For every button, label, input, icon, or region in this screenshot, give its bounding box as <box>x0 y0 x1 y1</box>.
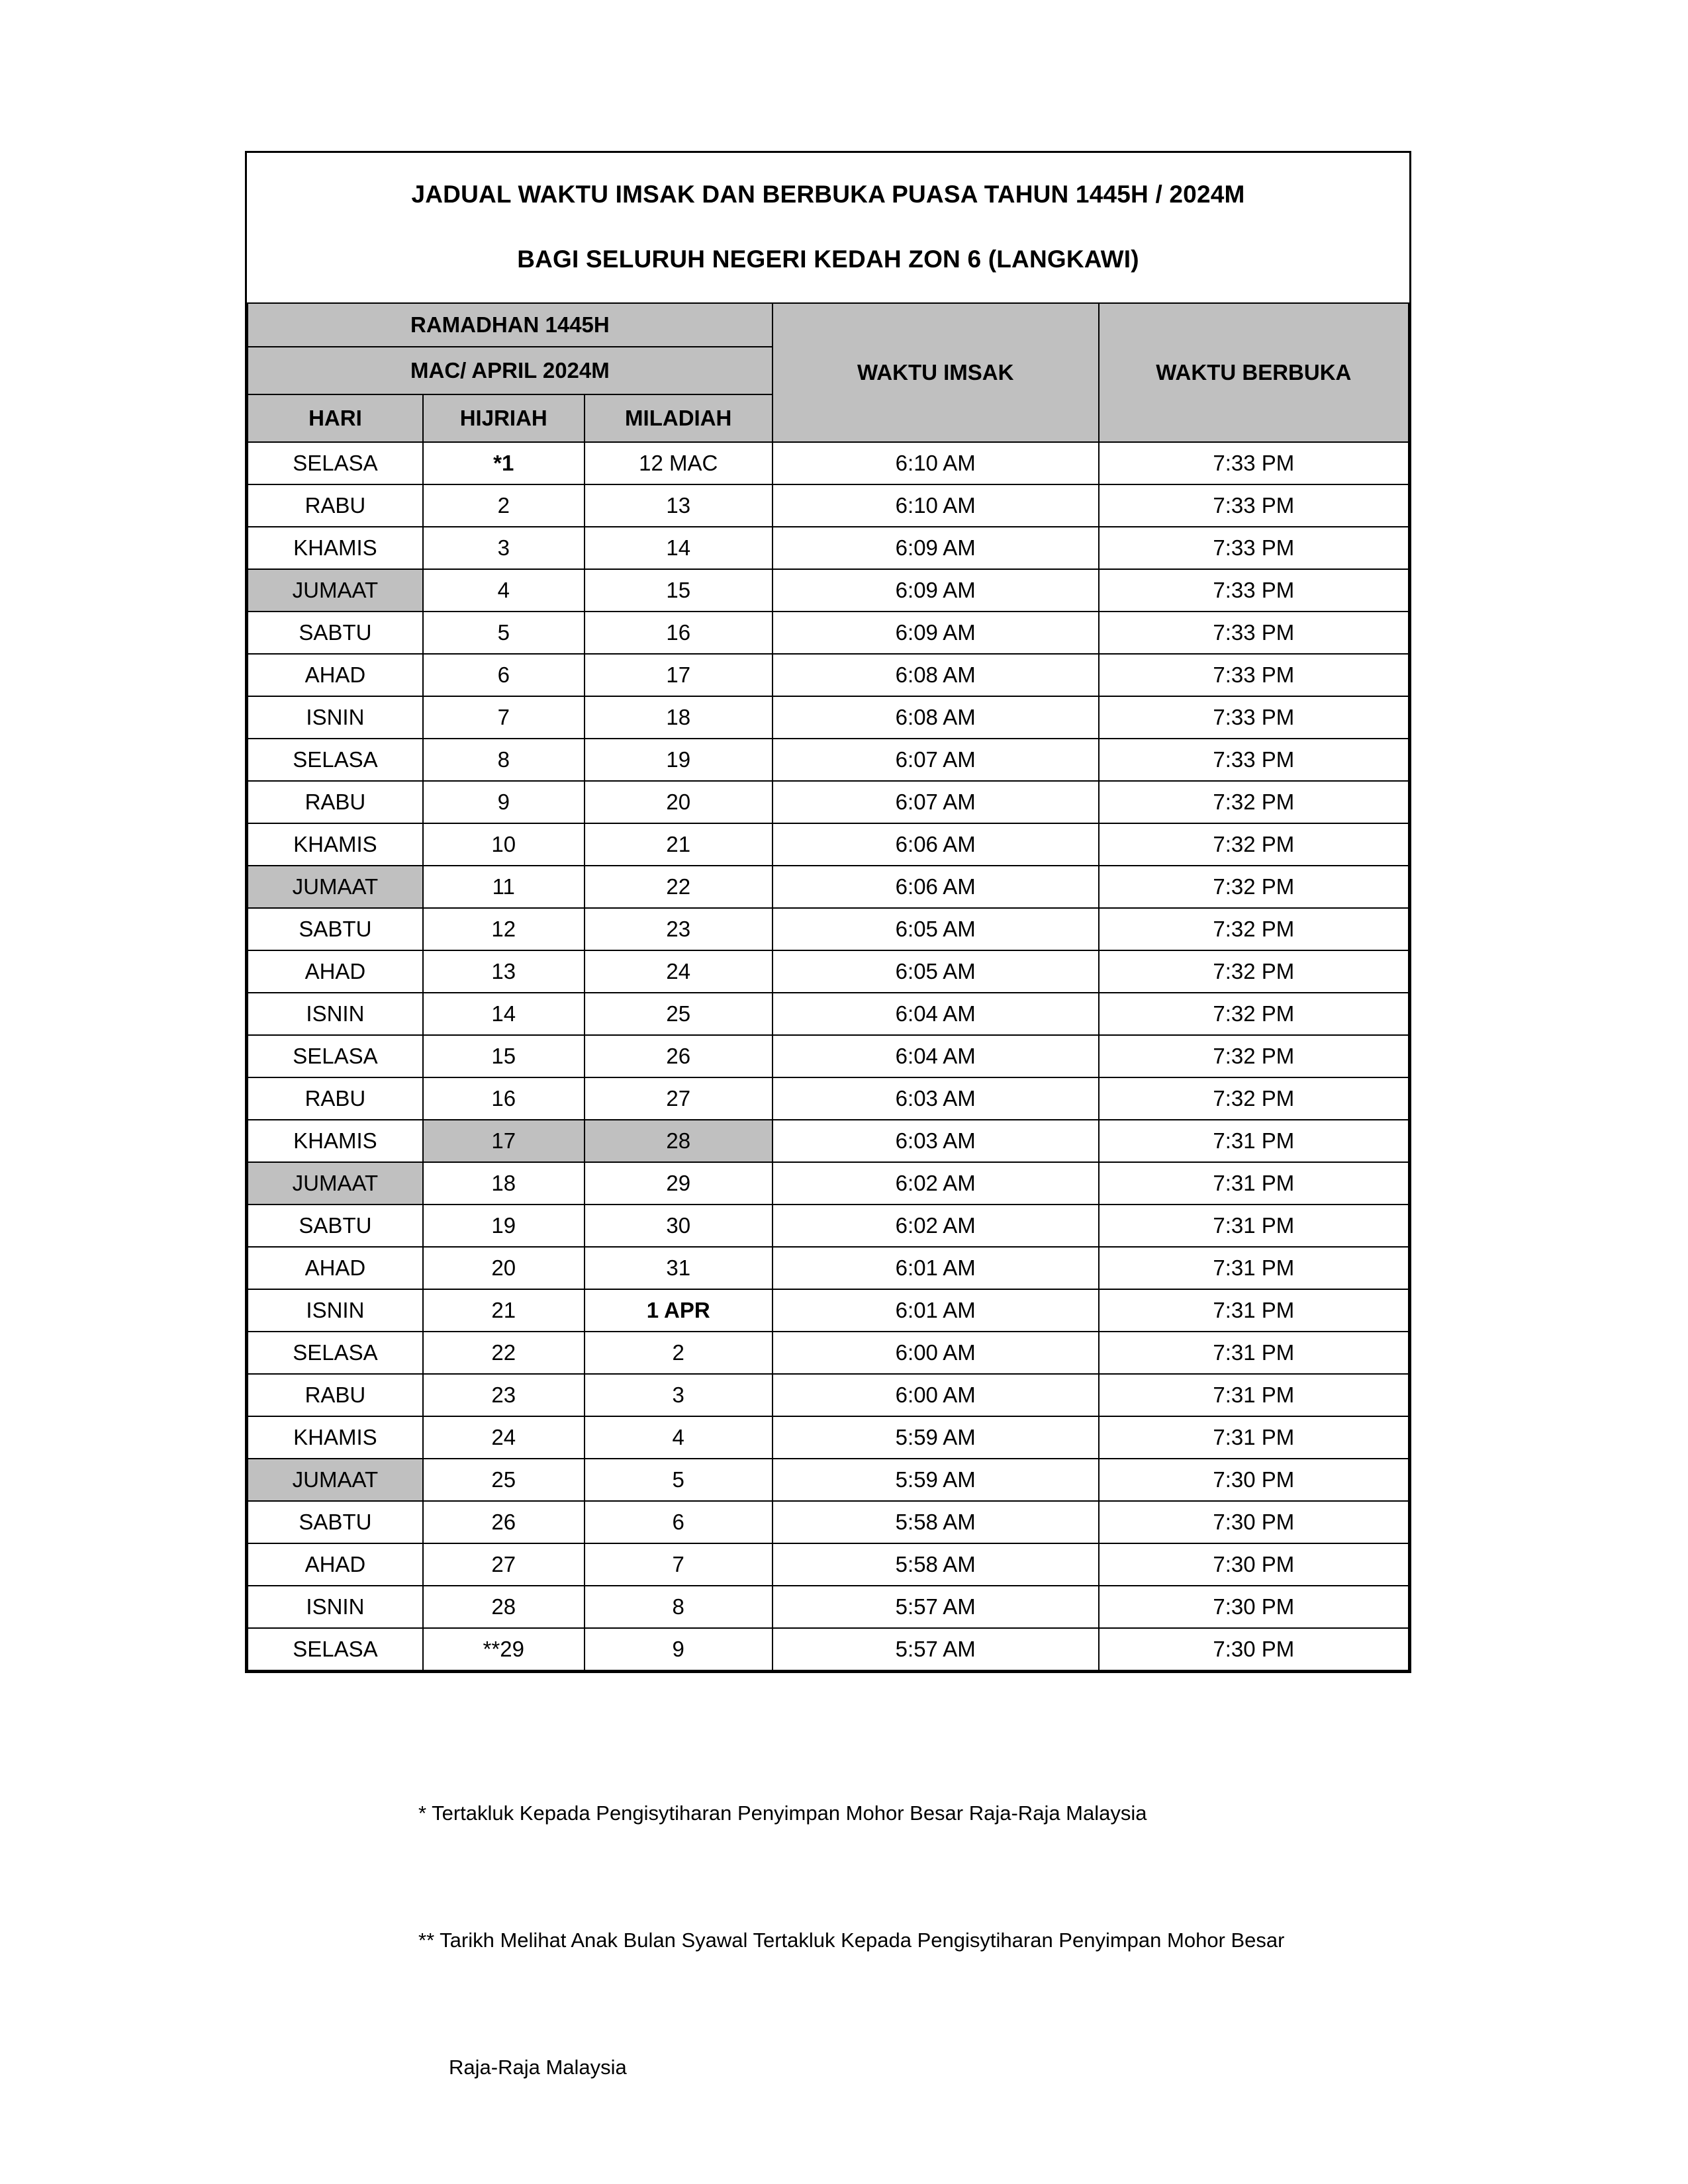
imsak-column-header: WAKTU IMSAK <box>773 303 1099 442</box>
footnote-2: ** Tarikh Melihat Anak Bulan Syawal Tertakluk Kepada Pengisytiharan Penyimpan Mohor Besar <box>418 1929 1285 1952</box>
imsak-time-cell: 6:03 AM <box>773 1120 1099 1162</box>
imsak-time-cell: 6:00 AM <box>773 1374 1099 1416</box>
hijri-date-cell: 12 <box>423 908 585 950</box>
timetable-row <box>248 739 1409 781</box>
timetable-row <box>248 1247 1409 1289</box>
day-cell: ISNIN <box>248 993 423 1035</box>
day-cell: ISNIN <box>248 1289 423 1332</box>
berbuka-time-cell: 7:32 PM <box>1099 950 1409 993</box>
gregorian-date-cell: 15 <box>585 569 773 612</box>
timetable-row <box>248 1120 1409 1162</box>
gregorian-date-cell: 8 <box>585 1586 773 1628</box>
day-column-header: HARI <box>248 394 423 442</box>
hijri-date-cell: 9 <box>423 781 585 823</box>
gregorian-date-cell: 24 <box>585 950 773 993</box>
gregorian-date-cell: 12 MAC <box>585 442 773 484</box>
imsak-time-cell: 6:06 AM <box>773 823 1099 866</box>
imsak-time-cell: 5:57 AM <box>773 1628 1099 1670</box>
hijri-date-cell: 24 <box>423 1416 585 1459</box>
timetable-row <box>248 1077 1409 1120</box>
day-cell: ISNIN <box>248 696 423 739</box>
day-cell: SELASA <box>248 739 423 781</box>
hijri-date-cell: 17 <box>423 1120 585 1162</box>
berbuka-time-cell: 7:33 PM <box>1099 612 1409 654</box>
imsak-time-cell: 6:03 AM <box>773 1077 1099 1120</box>
day-cell: JUMAAT <box>248 1459 423 1501</box>
timetable-row <box>248 1035 1409 1077</box>
hijri-date-cell: **29 <box>423 1628 585 1670</box>
berbuka-time-cell: 7:31 PM <box>1099 1205 1409 1247</box>
timetable-row <box>248 823 1409 866</box>
timetable-row <box>248 1501 1409 1543</box>
hijri-date-cell: 15 <box>423 1035 585 1077</box>
imsak-time-cell: 6:02 AM <box>773 1162 1099 1205</box>
berbuka-time-cell: 7:33 PM <box>1099 654 1409 696</box>
hijri-date-cell: 10 <box>423 823 585 866</box>
gregorian-date-cell: 23 <box>585 908 773 950</box>
hijri-date-cell: 7 <box>423 696 585 739</box>
imsak-time-cell: 6:10 AM <box>773 484 1099 527</box>
day-cell: SABTU <box>248 908 423 950</box>
imsak-time-cell: 5:59 AM <box>773 1459 1099 1501</box>
imsak-time-cell: 5:59 AM <box>773 1416 1099 1459</box>
berbuka-time-cell: 7:33 PM <box>1099 739 1409 781</box>
footnote-2-continued: Raja-Raja Malaysia <box>449 2056 627 2079</box>
timetable-row <box>248 1543 1409 1586</box>
footnotes <box>418 1707 1284 2173</box>
prayer-timetable <box>247 302 1409 1671</box>
day-cell: KHAMIS <box>248 1416 423 1459</box>
imsak-time-cell: 5:58 AM <box>773 1501 1099 1543</box>
timetable-document <box>245 151 1411 1673</box>
berbuka-time-cell: 7:32 PM <box>1099 781 1409 823</box>
gregorian-date-cell: 5 <box>585 1459 773 1501</box>
imsak-time-cell: 6:08 AM <box>773 696 1099 739</box>
imsak-time-cell: 6:10 AM <box>773 442 1099 484</box>
berbuka-time-cell: 7:30 PM <box>1099 1459 1409 1501</box>
imsak-time-cell: 6:07 AM <box>773 781 1099 823</box>
berbuka-time-cell: 7:31 PM <box>1099 1120 1409 1162</box>
day-cell: RABU <box>248 484 423 527</box>
day-cell: KHAMIS <box>248 527 423 569</box>
berbuka-time-cell: 7:33 PM <box>1099 696 1409 739</box>
day-cell: JUMAAT <box>248 1162 423 1205</box>
imsak-time-cell: 6:09 AM <box>773 527 1099 569</box>
hijri-date-cell: 4 <box>423 569 585 612</box>
hijri-date-cell: 8 <box>423 739 585 781</box>
timetable-row <box>248 1162 1409 1205</box>
imsak-time-cell: 6:04 AM <box>773 1035 1099 1077</box>
hijri-date-cell: 19 <box>423 1205 585 1247</box>
document-subtitle: BAGI SELURUH NEGERI KEDAH ZON 6 (LANGKAWI) <box>517 246 1139 273</box>
berbuka-time-cell: 7:33 PM <box>1099 442 1409 484</box>
timetable-row <box>248 696 1409 739</box>
document-title: JADUAL WAKTU IMSAK DAN BERBUKA PUASA TAHUN 1445H / 2024M <box>411 181 1245 208</box>
timetable-row <box>248 612 1409 654</box>
hijri-date-cell: 13 <box>423 950 585 993</box>
imsak-time-cell: 6:08 AM <box>773 654 1099 696</box>
berbuka-time-cell: 7:31 PM <box>1099 1374 1409 1416</box>
day-cell: SABTU <box>248 1501 423 1543</box>
imsak-time-cell: 6:04 AM <box>773 993 1099 1035</box>
day-cell: KHAMIS <box>248 1120 423 1162</box>
berbuka-time-cell: 7:32 PM <box>1099 823 1409 866</box>
day-cell: KHAMIS <box>248 823 423 866</box>
gregorian-date-cell: 4 <box>585 1416 773 1459</box>
timetable-row <box>248 908 1409 950</box>
imsak-time-cell: 6:05 AM <box>773 950 1099 993</box>
day-cell: SABTU <box>248 1205 423 1247</box>
timetable-row <box>248 993 1409 1035</box>
berbuka-column-header: WAKTU BERBUKA <box>1099 303 1409 442</box>
imsak-time-cell: 6:01 AM <box>773 1247 1099 1289</box>
imsak-time-cell: 6:09 AM <box>773 569 1099 612</box>
timetable-row <box>248 569 1409 612</box>
gregorian-date-cell: 26 <box>585 1035 773 1077</box>
gregorian-date-cell: 14 <box>585 527 773 569</box>
day-cell: AHAD <box>248 1247 423 1289</box>
berbuka-time-cell: 7:33 PM <box>1099 569 1409 612</box>
month-label-cell: MAC/ APRIL 2024M <box>248 347 773 394</box>
timetable-row <box>248 950 1409 993</box>
timetable-row <box>248 484 1409 527</box>
day-cell: RABU <box>248 1077 423 1120</box>
hijri-date-cell: 22 <box>423 1332 585 1374</box>
gregorian-date-cell: 20 <box>585 781 773 823</box>
hijri-date-cell: 25 <box>423 1459 585 1501</box>
day-cell: AHAD <box>248 654 423 696</box>
calendar-label-cell: RAMADHAN 1445H <box>248 303 773 347</box>
berbuka-time-cell: 7:31 PM <box>1099 1289 1409 1332</box>
hijri-date-cell: 20 <box>423 1247 585 1289</box>
hijri-date-cell: 28 <box>423 1586 585 1628</box>
berbuka-time-cell: 7:32 PM <box>1099 866 1409 908</box>
timetable-row <box>248 866 1409 908</box>
gregorian-date-cell: 3 <box>585 1374 773 1416</box>
hijri-date-cell: 21 <box>423 1289 585 1332</box>
berbuka-time-cell: 7:32 PM <box>1099 1035 1409 1077</box>
day-cell: SELASA <box>248 1332 423 1374</box>
timetable-header <box>248 303 1409 442</box>
imsak-time-cell: 6:06 AM <box>773 866 1099 908</box>
imsak-time-cell: 6:09 AM <box>773 612 1099 654</box>
gregorian-date-cell: 2 <box>585 1332 773 1374</box>
hijri-date-cell: 14 <box>423 993 585 1035</box>
day-cell: RABU <box>248 781 423 823</box>
gregorian-date-cell: 21 <box>585 823 773 866</box>
imsak-time-cell: 6:02 AM <box>773 1205 1099 1247</box>
imsak-time-cell: 6:01 AM <box>773 1289 1099 1332</box>
day-cell: RABU <box>248 1374 423 1416</box>
gregorian-column-header: MILADIAH <box>585 394 773 442</box>
gregorian-date-cell: 1 APR <box>585 1289 773 1332</box>
timetable-row <box>248 442 1409 484</box>
hijri-date-cell: 11 <box>423 866 585 908</box>
day-cell: JUMAAT <box>248 866 423 908</box>
berbuka-time-cell: 7:32 PM <box>1099 993 1409 1035</box>
hijri-date-cell: 27 <box>423 1543 585 1586</box>
hijri-column-header: HIJRIAH <box>423 394 585 442</box>
gregorian-date-cell: 9 <box>585 1628 773 1670</box>
berbuka-time-cell: 7:30 PM <box>1099 1628 1409 1670</box>
berbuka-time-cell: 7:32 PM <box>1099 908 1409 950</box>
gregorian-date-cell: 7 <box>585 1543 773 1586</box>
imsak-time-cell: 6:00 AM <box>773 1332 1099 1374</box>
berbuka-time-cell: 7:31 PM <box>1099 1162 1409 1205</box>
timetable-row <box>248 1332 1409 1374</box>
berbuka-time-cell: 7:31 PM <box>1099 1332 1409 1374</box>
day-cell: SABTU <box>248 612 423 654</box>
gregorian-date-cell: 28 <box>585 1120 773 1162</box>
timetable-row <box>248 1586 1409 1628</box>
imsak-time-cell: 6:07 AM <box>773 739 1099 781</box>
timetable-row <box>248 781 1409 823</box>
berbuka-time-cell: 7:30 PM <box>1099 1586 1409 1628</box>
berbuka-time-cell: 7:30 PM <box>1099 1501 1409 1543</box>
hijri-date-cell: 3 <box>423 527 585 569</box>
gregorian-date-cell: 29 <box>585 1162 773 1205</box>
gregorian-date-cell: 31 <box>585 1247 773 1289</box>
timetable-row <box>248 1205 1409 1247</box>
timetable-row <box>248 527 1409 569</box>
day-cell: ISNIN <box>248 1586 423 1628</box>
imsak-time-cell: 5:58 AM <box>773 1543 1099 1586</box>
imsak-time-cell: 5:57 AM <box>773 1586 1099 1628</box>
day-cell: SELASA <box>248 1035 423 1077</box>
day-cell: AHAD <box>248 1543 423 1586</box>
gregorian-date-cell: 19 <box>585 739 773 781</box>
berbuka-time-cell: 7:32 PM <box>1099 1077 1409 1120</box>
gregorian-date-cell: 27 <box>585 1077 773 1120</box>
gregorian-date-cell: 6 <box>585 1501 773 1543</box>
gregorian-date-cell: 16 <box>585 612 773 654</box>
berbuka-time-cell: 7:31 PM <box>1099 1416 1409 1459</box>
header-row-calendar <box>248 303 1409 347</box>
berbuka-time-cell: 7:33 PM <box>1099 484 1409 527</box>
document-header <box>247 153 1409 302</box>
hijri-date-cell: 6 <box>423 654 585 696</box>
timetable-row <box>248 1459 1409 1501</box>
timetable-row <box>248 1416 1409 1459</box>
berbuka-time-cell: 7:31 PM <box>1099 1247 1409 1289</box>
gregorian-date-cell: 22 <box>585 866 773 908</box>
timetable-row <box>248 1289 1409 1332</box>
hijri-date-cell: 23 <box>423 1374 585 1416</box>
hijri-date-cell: 2 <box>423 484 585 527</box>
timetable-row <box>248 1628 1409 1670</box>
day-cell: SELASA <box>248 442 423 484</box>
gregorian-date-cell: 13 <box>585 484 773 527</box>
day-cell: JUMAAT <box>248 569 423 612</box>
day-cell: AHAD <box>248 950 423 993</box>
gregorian-date-cell: 25 <box>585 993 773 1035</box>
hijri-date-cell: 18 <box>423 1162 585 1205</box>
hijri-date-cell: *1 <box>423 442 585 484</box>
hijri-date-cell: 26 <box>423 1501 585 1543</box>
footnote-1: * Tertakluk Kepada Pengisytiharan Penyimpan Mohor Besar Raja-Raja Malaysia <box>418 1801 1147 1825</box>
gregorian-date-cell: 17 <box>585 654 773 696</box>
hijri-date-cell: 5 <box>423 612 585 654</box>
gregorian-date-cell: 30 <box>585 1205 773 1247</box>
berbuka-time-cell: 7:33 PM <box>1099 527 1409 569</box>
timetable-row <box>248 1374 1409 1416</box>
berbuka-time-cell: 7:30 PM <box>1099 1543 1409 1586</box>
timetable-body <box>248 442 1409 1670</box>
timetable-row <box>248 654 1409 696</box>
imsak-time-cell: 6:05 AM <box>773 908 1099 950</box>
hijri-date-cell: 16 <box>423 1077 585 1120</box>
gregorian-date-cell: 18 <box>585 696 773 739</box>
day-cell: SELASA <box>248 1628 423 1670</box>
